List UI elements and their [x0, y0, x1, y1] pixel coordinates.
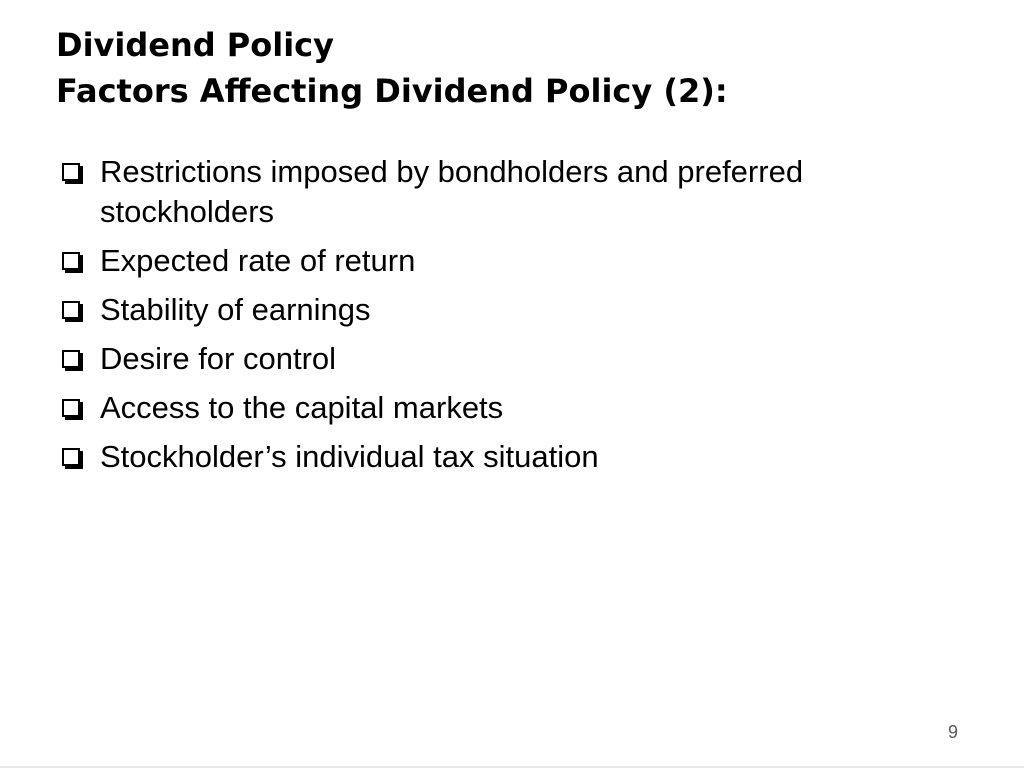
bullet-text: Access to the capital markets [100, 390, 504, 425]
checkbox-icon [62, 301, 80, 319]
checkbox-icon [62, 399, 80, 417]
list-item [62, 152, 922, 232]
slide-title [56, 22, 728, 114]
bullet-list [62, 152, 922, 486]
checkbox-icon [62, 163, 80, 181]
title-line-1: Dividend Policy [56, 26, 334, 64]
list-item [62, 339, 922, 379]
list-item [62, 241, 922, 281]
bullet-text: Stability of earnings [100, 292, 371, 327]
checkbox-icon [62, 350, 80, 368]
bullet-text: Desire for control [100, 341, 337, 376]
bullet-text: Stockholder’s individual tax situation [100, 439, 599, 474]
bullet-text: Restrictions imposed by bondholders and preferred stockholders [100, 154, 804, 229]
title-line-2: Factors Affecting Dividend Policy (2): [56, 72, 728, 110]
checkbox-icon [62, 448, 80, 466]
list-item [62, 437, 922, 477]
bullet-text: Expected rate of return [100, 243, 416, 278]
list-item [62, 290, 922, 330]
list-item [62, 388, 922, 428]
checkbox-icon [62, 252, 80, 270]
page-number: 9 [947, 722, 958, 742]
